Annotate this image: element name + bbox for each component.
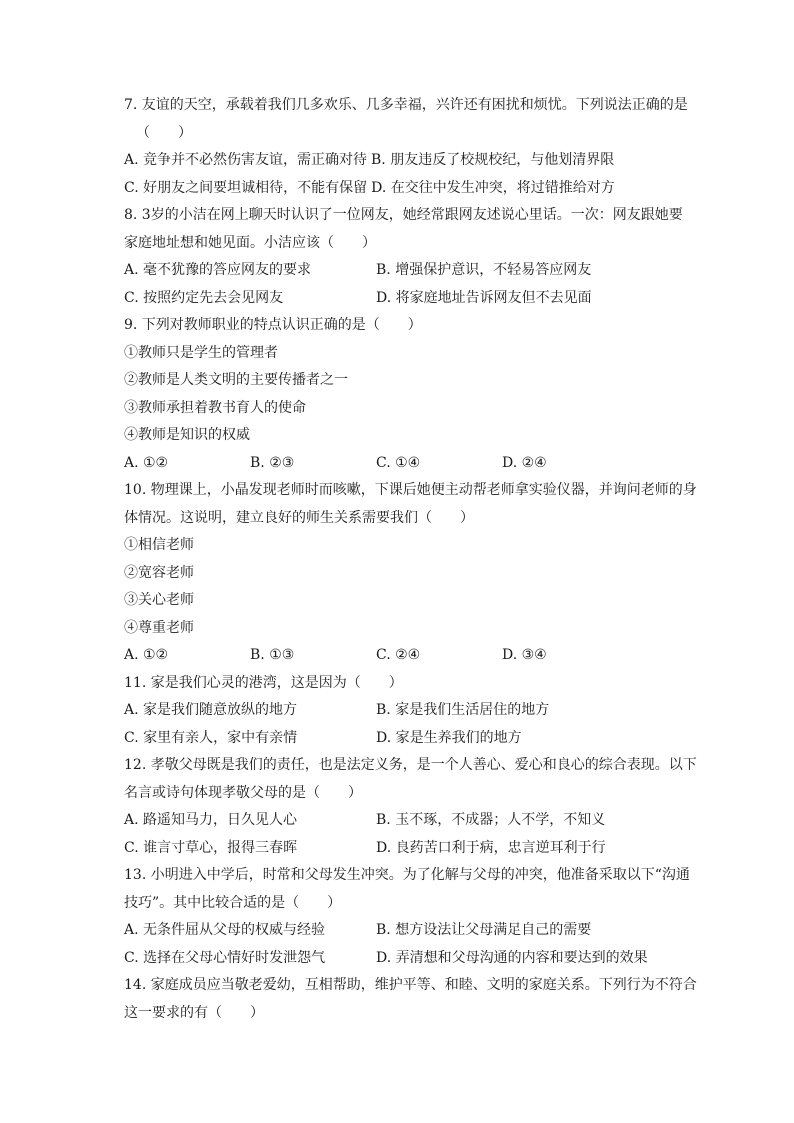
options-row (124, 642, 694, 670)
question-10 (124, 477, 697, 670)
question-stem-line: 8. 3岁的小洁在网上聊天时认识了一位网友，她经常跟网友述说心里话。一次：网友跟她要 (124, 207, 683, 223)
options-row (124, 285, 694, 313)
question-stem-line: 12. 孝敬父母既是我们的责任，也是法定义务，是一个人善心、爱心和良心的综合表现。以下 (124, 757, 697, 773)
option-a[interactable]: A. 毫不犹豫的答应网友的要求 (124, 262, 312, 278)
exam-page-content (124, 92, 697, 1027)
option-b[interactable]: B. 增强保护意识，不轻易答应网友 (376, 262, 592, 278)
option-c[interactable]: C. 按照约定先去会见网友 (124, 289, 284, 306)
question-stem-line: 这一要求的有（ ） (124, 1004, 264, 1021)
option-b[interactable]: B. 想方设法让父母满足自己的需要 (376, 922, 592, 938)
option-d[interactable]: D. 将家庭地址告诉网友但不去见面 (376, 289, 592, 306)
options-row (124, 945, 694, 973)
statement-3: ③关心老师 (124, 592, 194, 608)
options-row (124, 147, 694, 175)
option-b[interactable]: B. 家是我们生活居住的地方 (376, 702, 550, 718)
options-row (124, 835, 694, 863)
option-a[interactable]: A. ①② (124, 454, 169, 471)
option-c[interactable]: C. 家里有亲人，家中有亲情 (124, 729, 298, 746)
statement-3: ③教师承担着教书育人的使命 (124, 399, 306, 416)
option-c[interactable]: C. 谁言寸草心，报得三春晖 (124, 839, 298, 856)
statement-4: ④教师是知识的权威 (124, 427, 250, 443)
question-11 (124, 670, 694, 753)
option-a[interactable]: A. ①② (124, 647, 169, 663)
option-b[interactable]: B. ②③ (250, 454, 295, 471)
option-d[interactable]: D. 家是生养我们的地方 (376, 729, 522, 746)
question-stem-line: 11. 家是我们心灵的港湾，这是因为（ ） (124, 674, 403, 691)
option-c[interactable]: C. 好朋友之间要坦诚相待，不能有保留 (124, 179, 368, 196)
statement-1: ①教师只是学生的管理者 (124, 344, 278, 361)
option-a[interactable]: A. 路遥知马力，日久见人心 (124, 812, 298, 828)
question-stem-line: （ ） (136, 124, 192, 141)
option-d[interactable]: D. ②④ (502, 454, 547, 471)
question-13 (124, 862, 694, 972)
question-7 (124, 92, 694, 202)
option-c[interactable]: C. 选择在父母心情好时发泄怨气 (124, 949, 326, 966)
options-row (124, 697, 694, 725)
option-b[interactable]: B. 玉不琢，不成器；人不学，不知义 (376, 812, 606, 828)
options-row (124, 257, 694, 285)
question-stem-line: 家庭地址想和她见面。小洁应该（ ） (124, 234, 376, 251)
question-stem-line: 13. 小明进入中学后，时常和父母发生冲突。为了化解与父母的冲突，他准备采取以下“沟通 (124, 867, 690, 883)
options-row (124, 450, 694, 478)
question-12 (124, 752, 697, 862)
statement-2: ②教师是人类文明的主要传播者之一 (124, 372, 348, 388)
options-row (124, 807, 694, 835)
option-b[interactable]: B. ①③ (250, 647, 295, 663)
question-stem-line: 14. 家庭成员应当敬老爱幼，互相帮助，维护平等、和睦、文明的家庭关系。下列行为不符合 (124, 977, 697, 993)
options-row (124, 917, 694, 945)
option-c[interactable]: C. ①④ (376, 454, 421, 471)
options-row (124, 175, 694, 203)
option-a[interactable]: A. 无条件屈从父母的权威与经验 (124, 922, 326, 938)
option-d[interactable]: D. 在交往中发生冲突，将过错推给对方 (371, 179, 615, 196)
statement-2: ②宽容老师 (124, 564, 194, 581)
question-stem-line: 9. 下列对教师职业的特点认识正确的是（ ） (124, 317, 422, 333)
question-stem-line: 名言或诗句体现孝敬父母的是（ ） (124, 784, 362, 801)
option-a[interactable]: A. 竞争并不必然伤害友谊，需正确对待 (124, 152, 368, 168)
question-stem-line: 7. 友谊的天空，承载着我们几多欢乐、几多幸福，兴许还有困扰和烦忧。下列说法正确的是 (124, 97, 688, 113)
question-stem-line: 技巧”。其中比较合适的是（ ） (124, 894, 342, 911)
option-a[interactable]: A. 家是我们随意放纵的地方 (124, 702, 298, 718)
question-stem-line: 10. 物理课上，小晶发现老师时而咳嗽，下课后她便主动帮老师拿实验仪器，并询问老师的身 (124, 482, 697, 498)
option-d[interactable]: D. 弄清想和父母沟通的内容和要达到的效果 (376, 949, 648, 966)
question-stem-line: 体情况。这说明，建立良好的师生关系需要我们（ ） (124, 509, 474, 526)
option-c[interactable]: C. ②④ (376, 647, 421, 663)
statement-1: ①相信老师 (124, 537, 194, 553)
question-8 (124, 202, 694, 312)
question-9 (124, 312, 694, 477)
options-row (124, 725, 694, 753)
option-d[interactable]: D. ③④ (502, 647, 547, 663)
question-14 (124, 972, 697, 1027)
option-d[interactable]: D. 良药苦口利于病，忠言逆耳利于行 (376, 839, 606, 856)
statement-4: ④尊重老师 (124, 619, 194, 636)
option-b[interactable]: B. 朋友违反了校规校纪，与他划清界限 (371, 152, 615, 168)
